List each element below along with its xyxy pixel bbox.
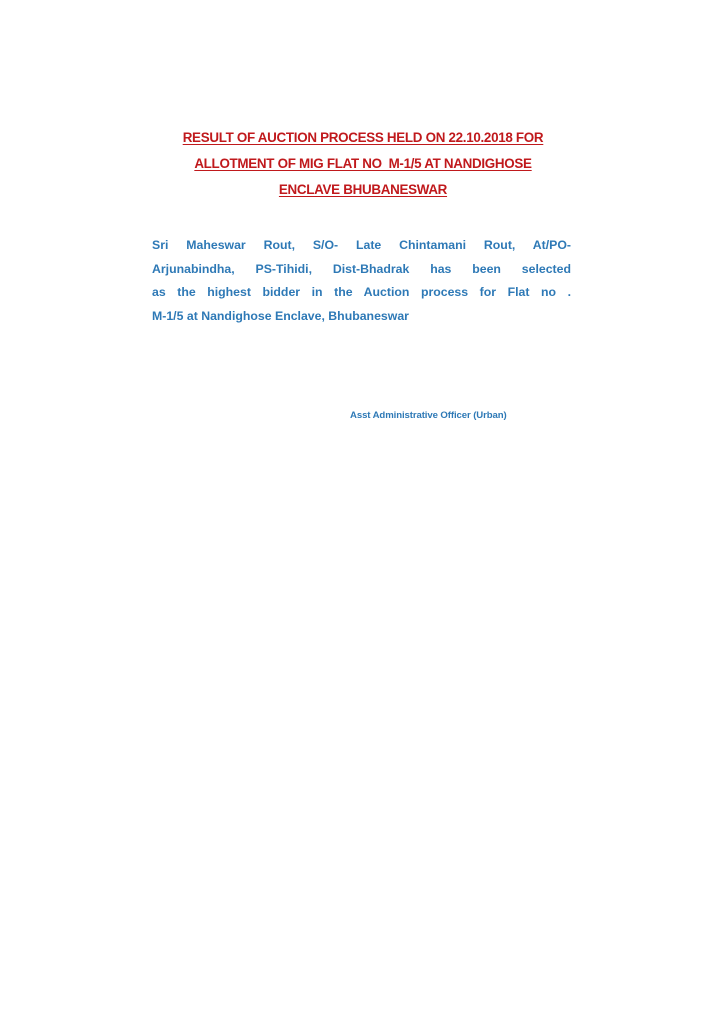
body-line-2: Arjunabindha, PS-Tihidi, Dist-Bhadrak has been selected <box>152 261 571 276</box>
document-heading <box>140 125 586 203</box>
heading-line-1: RESULT OF AUCTION PROCESS HELD ON 22.10.2018 FOR <box>182 130 544 145</box>
signature-designation: Asst Administrative Officer (Urban) <box>350 410 507 421</box>
body-line-1: Sri Maheswar Rout, S/O- Late Chintamani Rout, At/PO- <box>152 238 571 252</box>
body-line-3: as the highest bidder in the Auction process for Flat no . <box>152 285 571 299</box>
heading-line-3: ENCLAVE BHUBANESWAR <box>278 182 448 197</box>
body-line-4: M-1/5 at Nandighose Enclave, Bhubaneswar <box>152 308 409 323</box>
document-body <box>152 234 571 328</box>
heading-line-2: ALLOTMENT OF MIG FLAT NO M-1/5 AT NANDIGHOSE <box>194 156 532 171</box>
